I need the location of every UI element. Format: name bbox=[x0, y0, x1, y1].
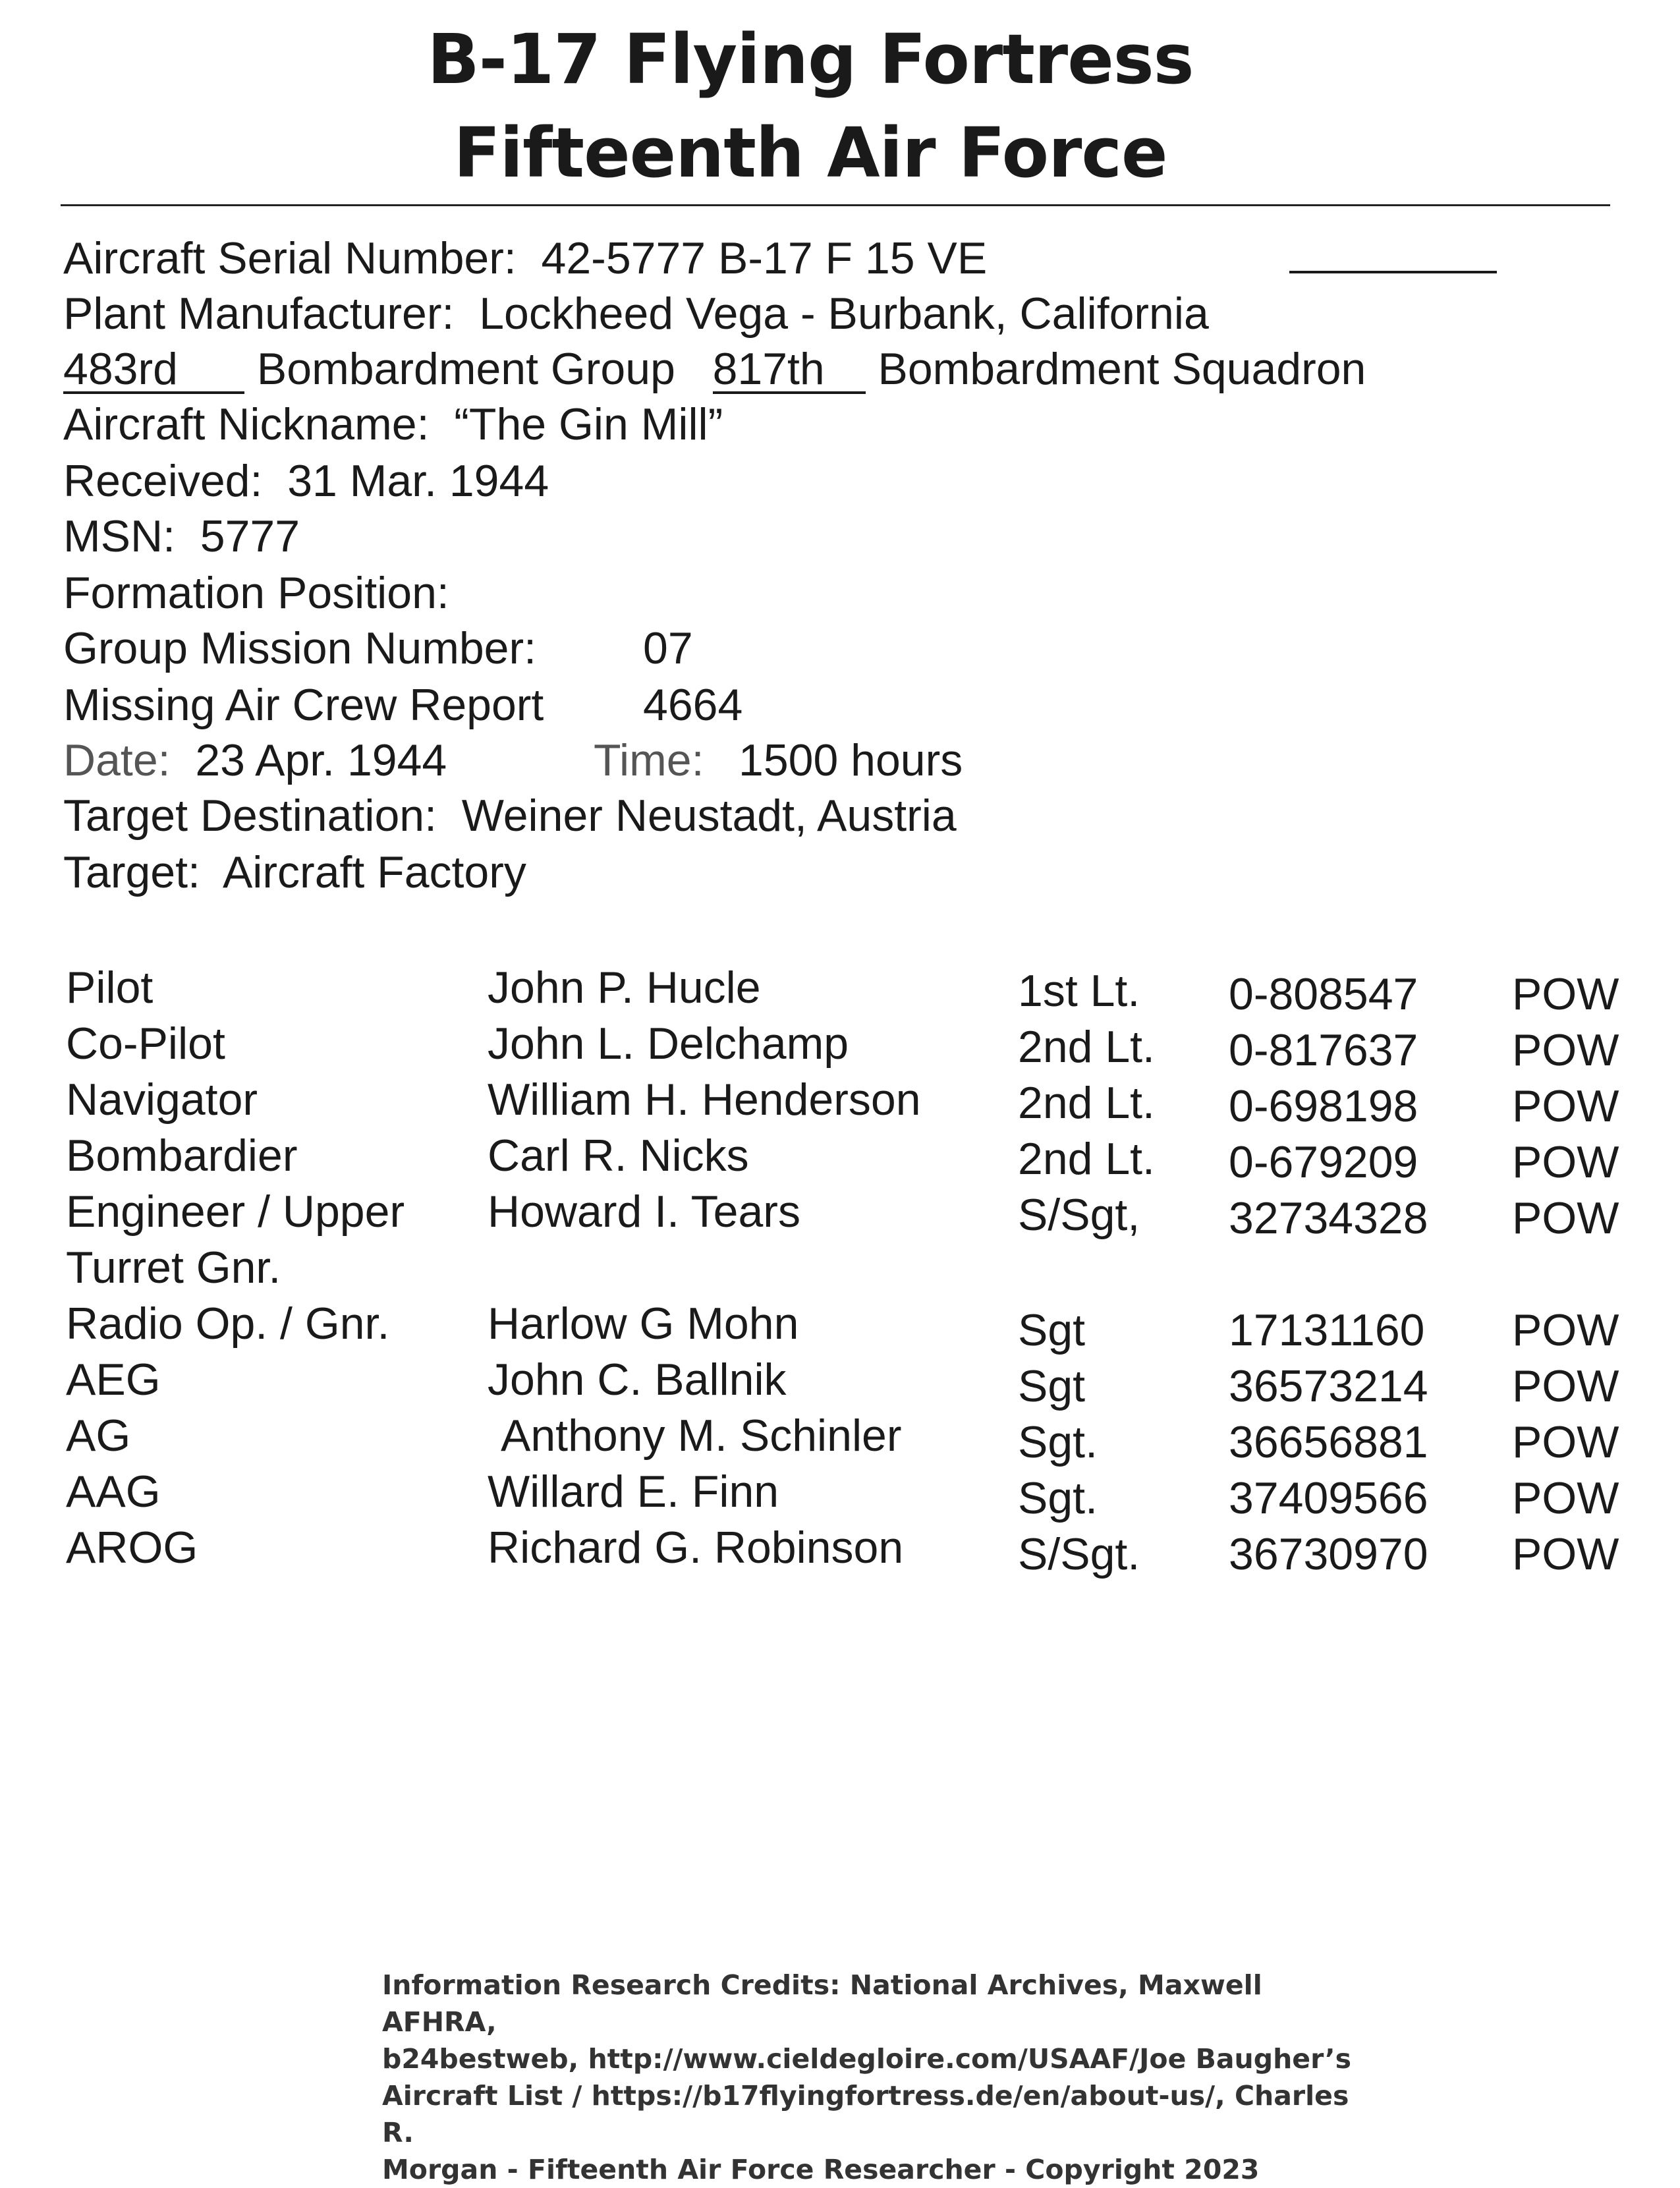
credits-line: Aircraft List / https://b17flyingfortress.de/en/about-us/, Charles R. bbox=[382, 2080, 1349, 2148]
crew-serial: 36730970 bbox=[1229, 1529, 1428, 1579]
crew-status: POW bbox=[1512, 1361, 1619, 1411]
crew-name: Howard I. Tears bbox=[488, 1187, 800, 1237]
target-row bbox=[63, 847, 526, 897]
crew-name: Willard E. Finn bbox=[488, 1467, 779, 1517]
crew-serial: 0-698198 bbox=[1229, 1081, 1418, 1131]
title-divider bbox=[61, 204, 1610, 206]
crew-rank: 2nd Lt. bbox=[1018, 1134, 1155, 1184]
crew-position: Pilot bbox=[66, 963, 154, 1013]
crew-serial: 32734328 bbox=[1229, 1193, 1428, 1243]
crew-serial: 0-817637 bbox=[1229, 1025, 1418, 1075]
group-squadron-row bbox=[63, 344, 1366, 394]
crew-serial: 0-808547 bbox=[1229, 969, 1418, 1019]
msn-value: 5777 bbox=[200, 511, 300, 561]
crew-name: William H. Henderson bbox=[488, 1075, 921, 1125]
msn-row bbox=[63, 511, 300, 561]
crew-rank: S/Sgt. bbox=[1018, 1529, 1140, 1579]
macr-value: 4664 bbox=[643, 680, 743, 730]
serial-number-value: 42-5777 B-17 F 15 VE bbox=[541, 233, 988, 283]
bomb-squadron-value: 817th bbox=[712, 344, 825, 394]
crew-status: POW bbox=[1512, 1025, 1619, 1075]
formation-label: Formation Position: bbox=[63, 568, 449, 618]
crew-rank: Sgt bbox=[1018, 1361, 1086, 1411]
crew-serial: 37409566 bbox=[1229, 1473, 1428, 1523]
time-value: 1500 hours bbox=[739, 735, 963, 785]
macr-row bbox=[63, 680, 743, 730]
target-destination-label: Target Destination: bbox=[63, 791, 437, 841]
crew-position: AAG bbox=[66, 1467, 161, 1517]
crew-rank: S/Sgt, bbox=[1018, 1190, 1140, 1240]
crew-name: John C. Ballnik bbox=[488, 1355, 787, 1405]
crew-status: POW bbox=[1512, 1305, 1619, 1355]
target-destination-row bbox=[63, 791, 957, 841]
credits-line: Morgan - Fifteenth Air Force Researcher - Copyright 2023 bbox=[382, 2154, 1260, 2185]
crew-rank: Sgt. bbox=[1018, 1417, 1098, 1467]
crew-position: AROG bbox=[66, 1523, 198, 1573]
crew-status: POW bbox=[1512, 1081, 1619, 1131]
crew-status: POW bbox=[1512, 1417, 1619, 1467]
bomb-squadron-label: Bombardment Squadron bbox=[878, 344, 1366, 394]
crew-serial: 36573214 bbox=[1229, 1361, 1428, 1411]
crew-position: Engineer / Upper bbox=[66, 1187, 405, 1237]
msn-label: MSN: bbox=[63, 511, 175, 561]
crew-position: Co-Pilot bbox=[66, 1019, 225, 1069]
credits-line: Information Research Credits: National Archives, Maxwell AFHRA, bbox=[382, 1969, 1262, 2038]
received-row bbox=[63, 456, 549, 506]
crew-position: Navigator bbox=[66, 1075, 258, 1125]
research-credits bbox=[382, 1967, 1370, 2188]
crew-serial: 0-679209 bbox=[1229, 1137, 1418, 1187]
serial-number-row bbox=[63, 233, 1497, 283]
serial-blank-line bbox=[1289, 271, 1497, 273]
formation-row bbox=[63, 568, 449, 618]
crew-name: Anthony M. Schinler bbox=[501, 1411, 902, 1461]
crew-position: AG bbox=[66, 1411, 131, 1461]
nickname-label: Aircraft Nickname: bbox=[63, 399, 430, 449]
mission-number-label: Group Mission Number: bbox=[63, 623, 537, 673]
crew-name: Carl R. Nicks bbox=[488, 1131, 749, 1181]
nickname-value: “The Gin Mill” bbox=[454, 399, 723, 449]
serial-number-label: Aircraft Serial Number: bbox=[63, 233, 517, 283]
received-value: 31 Mar. 1944 bbox=[287, 456, 549, 506]
mission-number-value: 07 bbox=[643, 623, 693, 673]
crew-status: POW bbox=[1512, 1193, 1619, 1243]
plant-manufacturer-row bbox=[63, 289, 1209, 339]
crew-serial: 36656881 bbox=[1229, 1417, 1428, 1467]
bomb-group-label: Bombardment Group bbox=[256, 344, 675, 394]
mission-number-row bbox=[63, 623, 693, 673]
crew-status: POW bbox=[1512, 1137, 1619, 1187]
date-time-row bbox=[63, 735, 963, 785]
target-value: Aircraft Factory bbox=[222, 847, 526, 897]
plant-manufacturer-label: Plant Manufacturer: bbox=[63, 289, 455, 339]
crew-status: POW bbox=[1512, 1473, 1619, 1523]
crew-name: John P. Hucle bbox=[488, 963, 761, 1013]
target-destination-value: Weiner Neustadt, Austria bbox=[461, 791, 957, 841]
macr-label: Missing Air Crew Report bbox=[63, 680, 544, 730]
crew-status: POW bbox=[1512, 1529, 1619, 1579]
crew-position-continued: Turret Gnr. bbox=[66, 1243, 281, 1293]
crew-position: AEG bbox=[66, 1355, 161, 1405]
date-value: 23 Apr. 1944 bbox=[195, 735, 447, 785]
nickname-row bbox=[63, 399, 723, 449]
crew-serial: 17131160 bbox=[1229, 1305, 1425, 1355]
crew-position: Bombardier bbox=[66, 1131, 298, 1181]
bomb-group-value: 483rd bbox=[63, 344, 178, 394]
target-label: Target: bbox=[63, 847, 200, 897]
page-subtitle: Fifteenth Air Force bbox=[453, 113, 1167, 193]
bomb-group-field bbox=[63, 344, 244, 394]
crew-name: Richard G. Robinson bbox=[488, 1523, 904, 1573]
crew-name: John L. Delchamp bbox=[488, 1019, 849, 1069]
crew-position: Radio Op. / Gnr. bbox=[66, 1299, 390, 1349]
crew-rank: 1st Lt. bbox=[1018, 966, 1140, 1016]
time-label: Time: bbox=[594, 735, 704, 785]
received-label: Received: bbox=[63, 456, 263, 506]
page-title: B-17 Flying Fortress bbox=[427, 19, 1194, 99]
crew-name: Harlow G Mohn bbox=[488, 1299, 799, 1349]
bomb-squadron-field bbox=[712, 344, 866, 394]
crew-status: POW bbox=[1512, 969, 1619, 1019]
credits-line: b24bestweb, http://www.cieldegloire.com/USAAF/Joe Baugher’s bbox=[382, 2043, 1352, 2075]
crew-rank: 2nd Lt. bbox=[1018, 1078, 1155, 1128]
date-label: Date: bbox=[63, 735, 171, 785]
crew-rank: Sgt. bbox=[1018, 1473, 1098, 1523]
plant-manufacturer-value: Lockheed Vega - Burbank, California bbox=[479, 289, 1209, 339]
crew-rank: 2nd Lt. bbox=[1018, 1022, 1155, 1072]
crew-rank: Sgt bbox=[1018, 1305, 1086, 1355]
